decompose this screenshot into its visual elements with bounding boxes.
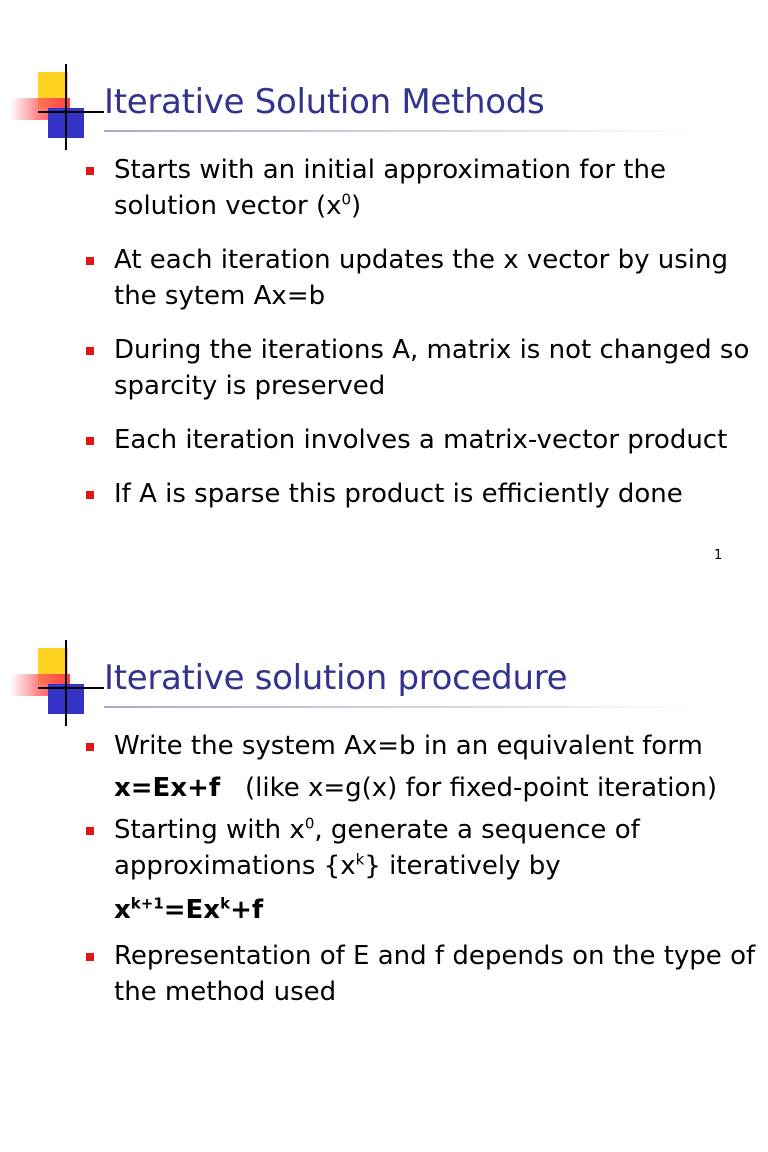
equation-line: x=Ex+f (like x=g(x) for fixed-point iteration) [114,773,717,803]
bullet-list [86,152,756,512]
bullet-marker-icon [86,491,94,499]
bullet-marker-icon [86,437,94,445]
slide-logo-icon [8,64,108,150]
bullet-item: Representation of E and f depends on the type of the method used [86,938,756,1010]
bullet-marker-icon [86,827,94,835]
bullet-item: Each iteration involves a matrix-vector product [86,422,756,458]
slide-logo-icon [8,640,108,726]
bullet-item: Starting with $x^0$, generate a sequence of approximations $\{x^k\}$ iteratively by [86,812,756,884]
bullet-marker-icon [86,953,94,961]
bullet-marker-icon [86,347,94,355]
bullet-list [86,728,756,1010]
bullet-marker-icon [86,743,94,751]
slide-title: Iterative Solution Methods [104,82,545,122]
slide-2 [0,576,768,1152]
bullet-item: During the iterations A, matrix is not changed so sparcity is preserved [86,332,756,404]
equation-line: $x^{k+1}=Ex^k+f$ [114,894,264,925]
bullet-item: If A is sparse this product is efficiently done [86,476,756,512]
title-divider [104,130,696,132]
bullet-item: At each iteration updates the x vector by using the sytem Ax=b [86,242,756,314]
title-divider [104,706,696,708]
bullet-item: Starts with an initial approximation for the solution vector $(x^0)$ [86,152,756,224]
bullet-marker-icon [86,257,94,265]
bullet-item: Write the system Ax=b in an equivalent form [86,728,756,764]
bullet-marker-icon [86,167,94,175]
page-number: 1 [714,548,723,563]
slide-title: Iterative solution procedure [104,658,568,698]
